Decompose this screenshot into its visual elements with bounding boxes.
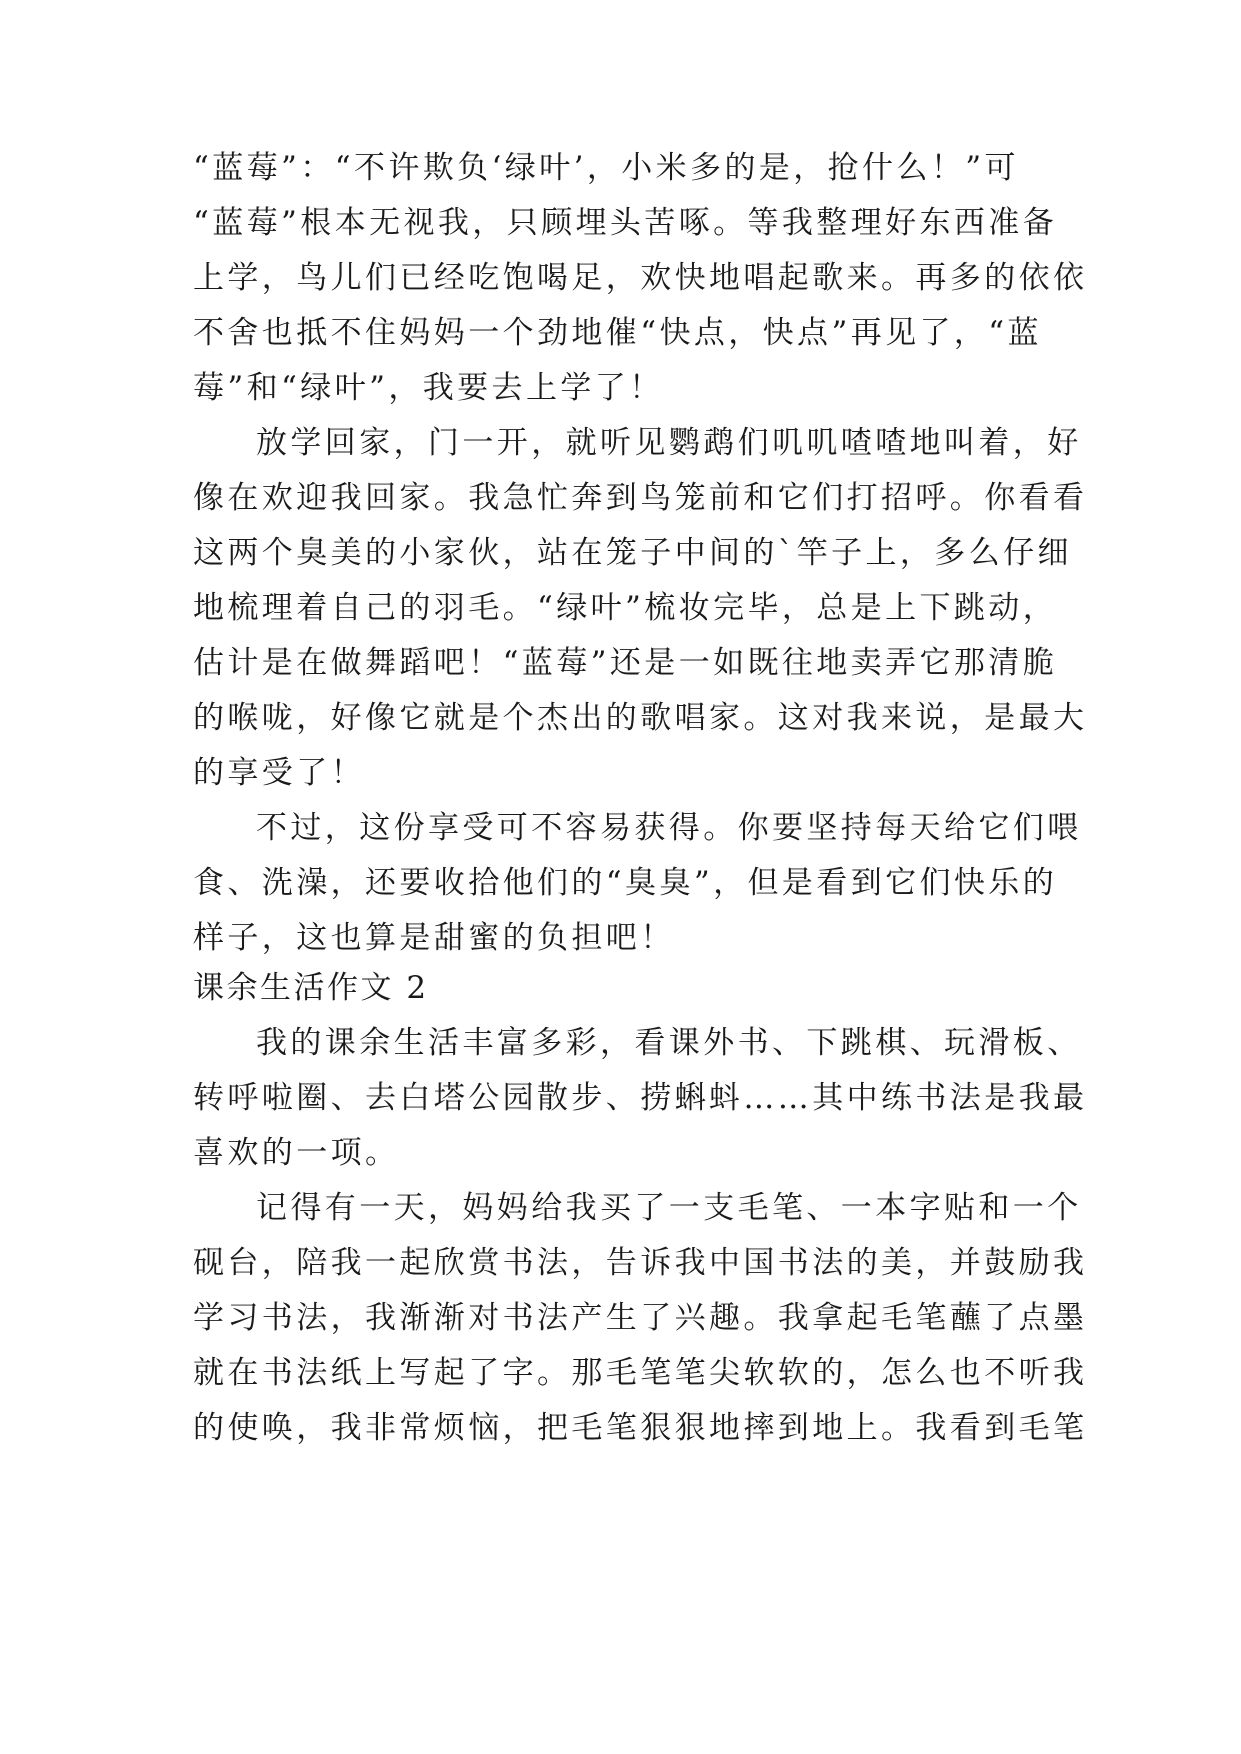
text-line: 的使唤，我非常烦恼，把毛笔狠狠地摔到地上。我看到毛笔: [193, 1410, 1088, 1446]
text-line: 的喉咙，好像它就是个杰出的歌唱家。这对我来说，是最大: [193, 700, 1088, 736]
text-line: 砚台，陪我一起欣赏书法，告诉我中国书法的美，并鼓励我: [193, 1245, 1088, 1281]
text-line: 喜欢的一项。: [193, 1135, 400, 1171]
paragraph-first-line: 放学回家，门一开，就听见鹦鹉们叽叽喳喳地叫着，好: [256, 425, 1082, 461]
text-line: “蓝莓”：“不许欺负‘绿叶’，小米多的是，抢什么！”可: [193, 150, 1019, 186]
text-line: 上学，鸟儿们已经吃饱喝足，欢快地唱起歌来。再多的依依: [193, 260, 1088, 296]
paragraph-first-line: 不过，这份享受可不容易获得。你要坚持每天给它们喂: [256, 810, 1082, 846]
text-line: 的享受了！: [193, 755, 365, 791]
text-line: 这两个臭美的小家伙，站在笼子中间的`竿子上，多么仔细: [193, 535, 1072, 571]
text-line: 就在书法纸上写起了字。那毛笔笔尖软软的，怎么也不听我: [193, 1355, 1088, 1391]
text-line: 学习书法，我渐渐对书法产生了兴趣。我拿起毛笔蘸了点墨: [193, 1300, 1088, 1336]
paragraph-first-line: 记得有一天，妈妈给我买了一支毛笔、一本字贴和一个: [256, 1190, 1082, 1226]
text-line: 不舍也抵不住妈妈一个劲地催“快点，快点”再见了，“蓝: [193, 315, 1042, 351]
paragraph-first-line: 我的课余生活丰富多彩，看课外书、下跳棋、玩滑板、: [256, 1025, 1082, 1061]
text-line: 莓”和“绿叶”，我要去上学了！: [193, 370, 664, 406]
text-line: 样子，这也算是甜蜜的负担吧！: [193, 920, 675, 956]
text-line: 地梳理着自己的羽毛。“绿叶”梳妆完毕，总是上下跳动，: [193, 590, 1058, 626]
text-line: 估计是在做舞蹈吧！“蓝莓”还是一如既往地卖弄它那清脆: [193, 645, 1058, 681]
essay-title: 课余生活作文 2: [193, 970, 429, 1006]
text-line: 像在欢迎我回家。我急忙奔到鸟笼前和它们打招呼。你看看: [193, 480, 1088, 516]
text-line: 转呼啦圈、去白塔公园散步、捞蝌蚪……其中练书法是我最: [193, 1080, 1088, 1116]
text-line: 食、洗澡，还要收拾他们的“臭臭”，但是看到它们快乐的: [193, 865, 1058, 901]
text-line: “蓝莓”根本无视我，只顾埋头苦啄。等我整理好东西准备: [193, 205, 1058, 241]
